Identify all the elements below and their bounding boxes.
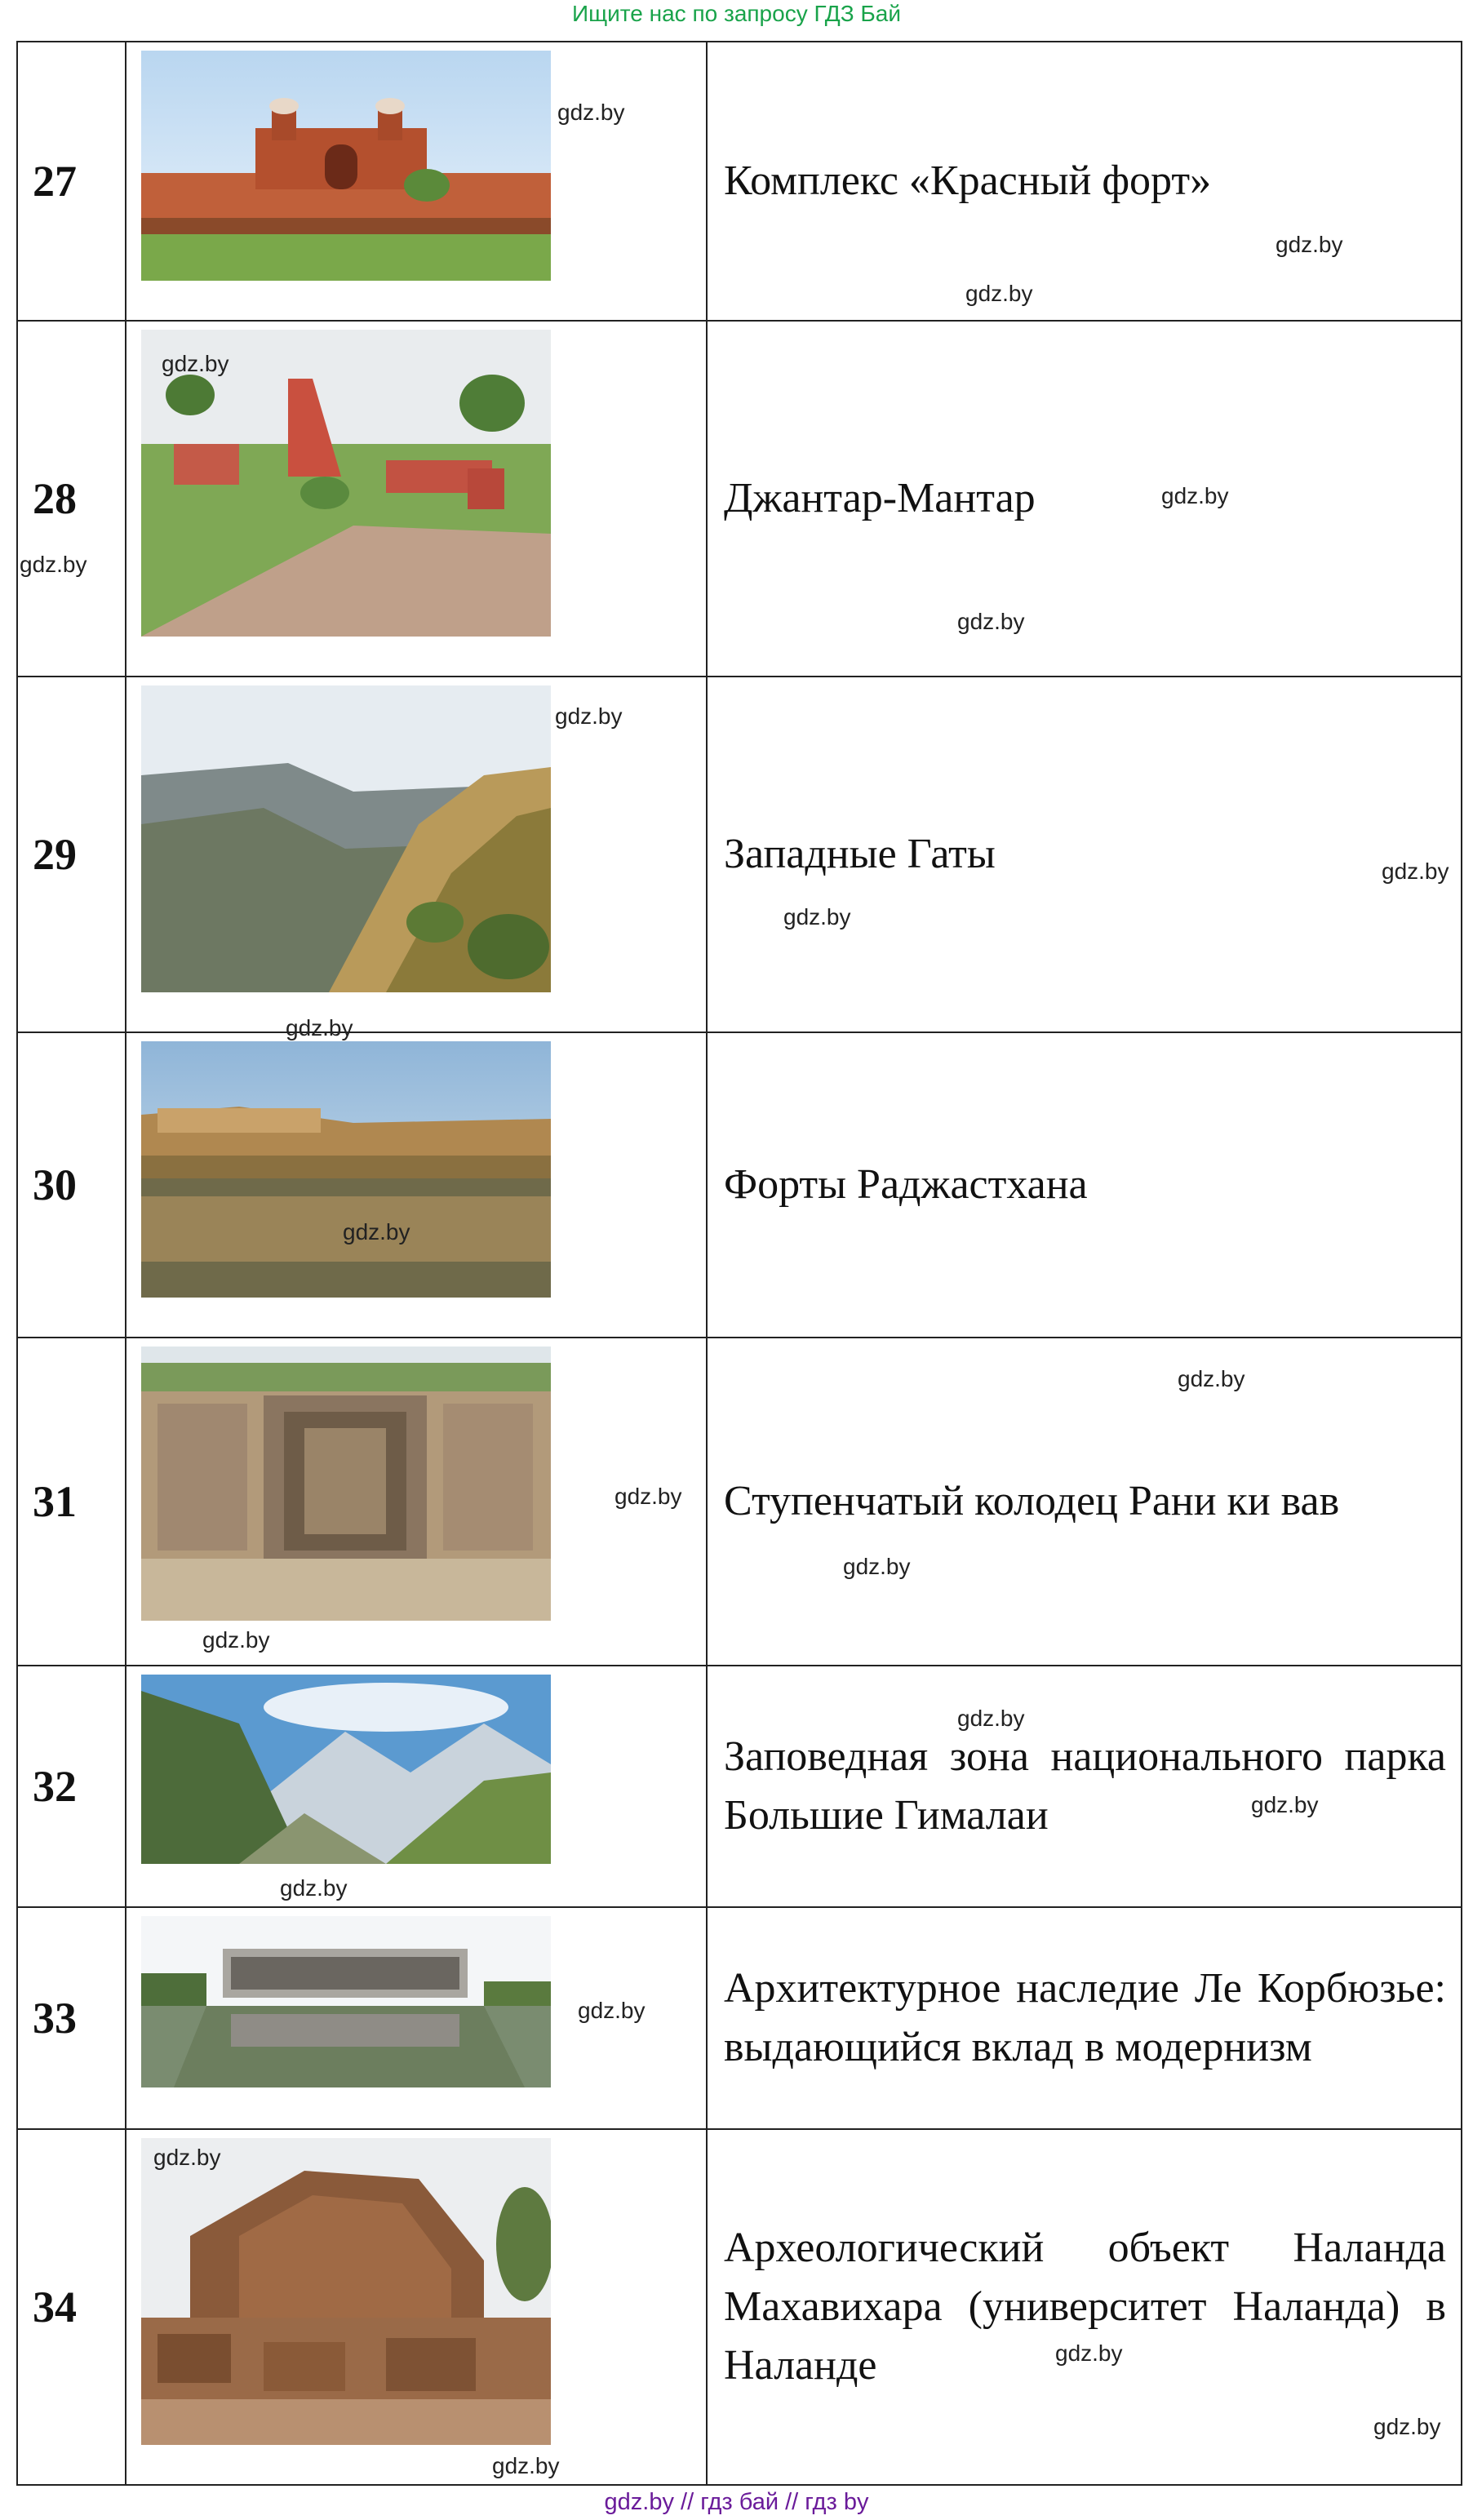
row-number: 33 [18, 1908, 126, 2128]
watermark: gdz.by [286, 1015, 353, 1040]
watermark: gdz.by [578, 1998, 646, 2023]
watermark: gdz.by [1251, 1792, 1319, 1817]
table-row [16, 2130, 1462, 2486]
site-title-cell [708, 2130, 1461, 2484]
table-row [16, 677, 1462, 1033]
watermark: gdz.by [1161, 483, 1229, 508]
watermark: gdz.by [343, 1219, 410, 1244]
nalanda-photo [141, 2138, 551, 2445]
image-cell [126, 42, 708, 320]
site-title: Заповедная зона национального парка Большие Гималаи [724, 1733, 1446, 1839]
site-title-cell [708, 322, 1461, 676]
watermark: gdz.by [1055, 2340, 1123, 2366]
table-row [16, 1033, 1462, 1338]
row-number: 31 [18, 1338, 126, 1665]
site-title-cell [708, 1338, 1461, 1665]
top-banner: Ищите нас по запросу ГДЗ Бай [571, 1, 902, 26]
site-title-cell [708, 1666, 1461, 1906]
watermark: gdz.by [153, 2145, 221, 2170]
watermark: gdz.by [614, 1484, 682, 1509]
great-himalayan-park-photo [141, 1675, 551, 1864]
table-row [16, 1908, 1462, 2130]
site-title: Форты Раджастхана [724, 1161, 1088, 1208]
bottom-banner: gdz.by // гдз бай // гдз by [604, 2489, 869, 2515]
image-cell [126, 677, 708, 1032]
watermark: gdz.by [843, 1554, 911, 1579]
rajasthan-forts-photo [141, 1041, 551, 1298]
watermark: gdz.by [492, 2453, 560, 2478]
watermark: gdz.by [1382, 858, 1449, 884]
row-number: 32 [18, 1666, 126, 1906]
watermark: gdz.by [1276, 232, 1343, 257]
watermark: gdz.by [965, 281, 1033, 306]
watermark: gdz.by [162, 351, 229, 376]
watermark: gdz.by [555, 703, 623, 729]
site-title: Архитектурное наследие Ле Корбюзье: выдающийся вклад в модернизм [724, 1965, 1446, 2070]
watermark: gdz.by [557, 100, 625, 125]
image-cell [126, 1666, 708, 1906]
western-ghats-photo [141, 685, 551, 992]
watermark: gdz.by [20, 552, 87, 577]
site-title: Ступенчатый колодец Рани ки вав [724, 1478, 1340, 1524]
watermark: gdz.by [957, 1706, 1025, 1731]
site-title: Археологический объект Наланда Махавихара (университет Наланда) в Наланде [724, 2225, 1446, 2389]
watermark: gdz.by [202, 1627, 270, 1653]
row-number: 29 [18, 677, 126, 1032]
table-row [16, 322, 1462, 677]
watermark: gdz.by [280, 1875, 348, 1901]
site-title-cell [708, 1033, 1461, 1337]
heritage-table [16, 41, 1462, 2486]
watermark: gdz.by [1178, 1366, 1245, 1391]
image-cell [126, 1033, 708, 1337]
watermark: gdz.by [957, 609, 1025, 634]
row-number: 27 [18, 42, 126, 320]
rani-ki-vav-photo [141, 1347, 551, 1621]
row-number: 28 [18, 322, 126, 676]
table-row [16, 1666, 1462, 1908]
site-title-cell [708, 1908, 1461, 2128]
site-title-cell [708, 677, 1461, 1032]
watermark: gdz.by [1373, 2414, 1441, 2439]
site-title: Джантар-Мантар [724, 475, 1036, 521]
site-title-cell [708, 42, 1461, 320]
red-fort-photo [141, 51, 551, 281]
image-cell [126, 2130, 708, 2484]
watermark: gdz.by [783, 904, 851, 929]
site-title: Комплекс «Красный форт» [724, 158, 1212, 204]
table-row [16, 1338, 1462, 1666]
row-number: 30 [18, 1033, 126, 1337]
le-corbusier-photo [141, 1916, 551, 2087]
row-number: 34 [18, 2130, 126, 2484]
table-row [16, 42, 1462, 322]
site-title: Западные Гаты [724, 831, 996, 877]
